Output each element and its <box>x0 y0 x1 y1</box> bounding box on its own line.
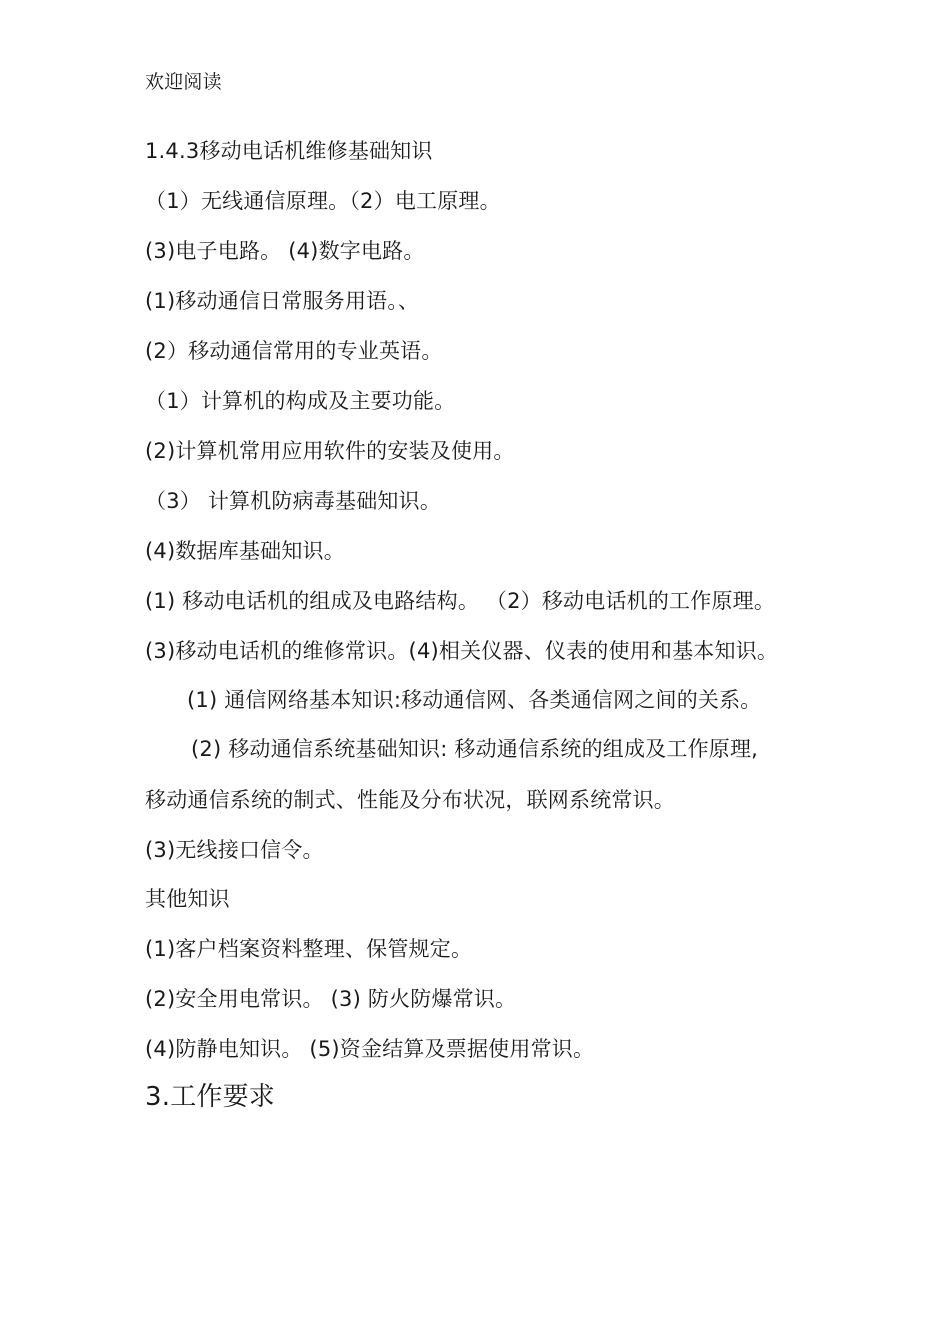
list-item: (2）移动通信常用的专业英语。 <box>145 339 443 363</box>
list-item: (3)电子电路。 (4)数字电路。 <box>145 239 425 263</box>
list-item: 移动通信系统的制式、性能及分布状况，联网系统常识。 <box>145 788 675 812</box>
list-item: (1) 通信网络基本知识:移动通信网、各类通信网之间的关系。 <box>187 688 762 712</box>
list-item: (1) 移动电话机的组成及电路结构。 （2）移动电话机的工作原理。 <box>145 589 776 613</box>
list-item: (1)客户档案资料整理、保管规定。 <box>145 937 473 961</box>
list-item: (1)移动通信日常服务用语。、 <box>145 289 420 313</box>
list-item: (2) 移动通信系统基础知识: 移动通信系统的组成及工作原理, <box>191 737 759 761</box>
list-item: (4)防静电知识。 (5)资金结算及票据使用常识。 <box>145 1037 595 1061</box>
list-item: (2)计算机常用应用软件的安装及使用。 <box>145 439 515 463</box>
list-item: (3)移动电话机的维修常识。(4)相关仪器、仪表的使用和基本知识。 <box>145 639 779 663</box>
list-item: （3） 计算机防病毒基础知识。 <box>145 489 442 513</box>
list-item: (2)安全用电常识。 (3) 防火防爆常识。 <box>145 987 517 1011</box>
list-item: （1）计算机的构成及主要功能。 <box>145 389 456 413</box>
section-title: 1.4.3移动电话机维修基础知识 <box>145 139 433 163</box>
page-header: 欢迎阅读 <box>145 71 222 93</box>
list-item: (3)无线接口信令。 <box>145 838 324 862</box>
list-item: （1）无线通信原理。（2）电工原理。 <box>145 189 501 213</box>
subsection-title: 其他知识 <box>145 887 230 911</box>
section-heading: 3.工作要求 <box>145 1082 276 1112</box>
list-item: (4)数据库基础知识。 <box>145 539 345 563</box>
